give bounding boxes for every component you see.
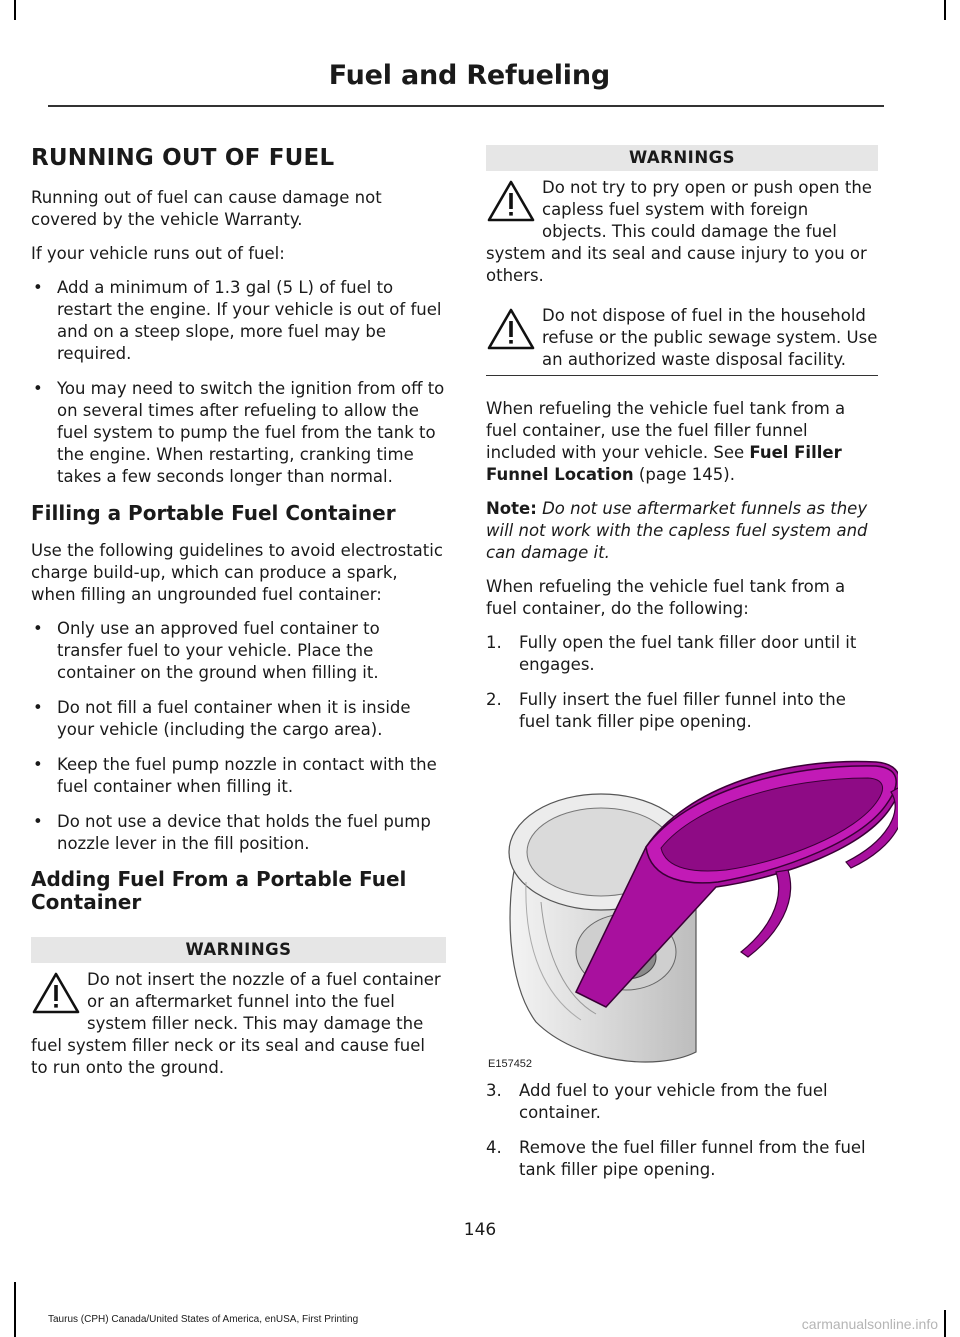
warnings-header: WARNINGS xyxy=(486,145,878,171)
step-text: Fully insert the fuel filler funnel into the fuel tank filler pipe opening. xyxy=(519,690,846,731)
procedure-intro: When refueling the vehicle fuel tank from a fuel container, do the following: xyxy=(486,577,846,618)
list-item: • Add a minimum of 1.3 gal (5 L) of fuel to restart the engine. If your vehicle is out of fuel and on a steep slope, more fuel may be required. xyxy=(31,277,446,365)
step-number: 4. xyxy=(486,1138,502,1157)
warning-triangle-icon xyxy=(31,971,81,1015)
watermark: carmanualsonline.info xyxy=(801,1316,938,1332)
step-number: 1. xyxy=(486,633,502,652)
crop-mark-top-right xyxy=(944,0,946,20)
subheading-portable-container: Filling a Portable Fuel Container xyxy=(31,501,396,525)
note-paragraph xyxy=(486,498,878,564)
funnel-in-filler-pipe-image xyxy=(486,752,910,1070)
list-item: • You may need to switch the ignition from off to on several times after refueling to allow the fuel system to pump the fuel from the tank to the engine. When restarting, cranking time takes a few seconds longer than normal. xyxy=(31,378,446,488)
warning-triangle-icon xyxy=(486,307,536,351)
page-reference: (page 145). xyxy=(633,465,735,484)
list-item xyxy=(486,689,878,733)
cross-reference-link[interactable]: Fuel Filler Funnel Location xyxy=(486,443,842,484)
funnel-text: When refueling the vehicle fuel tank from a fuel container, use the fuel filler funnel included with your vehicle. See xyxy=(486,399,846,462)
run-out-list xyxy=(31,277,446,488)
heading-running-out: RUNNING OUT OF FUEL xyxy=(31,145,335,171)
crop-mark-bottom-right xyxy=(944,1310,946,1337)
note-label: Note: xyxy=(486,499,537,518)
warning-text: Do not try to pry open or push open the capless fuel system with foreign objects. This could damage the fuel system and its seal and cause injury to you or others. xyxy=(486,178,872,285)
intro-paragraph: Running out of fuel can cause damage not covered by the vehicle Warranty. xyxy=(31,188,382,229)
step-text: Fully open the fuel tank filler door until it engages. xyxy=(519,633,857,674)
warning-item xyxy=(31,969,446,1079)
step-text: Add fuel to your vehicle from the fuel container. xyxy=(519,1081,828,1122)
figure-code: E157452 xyxy=(488,1058,533,1070)
list-item: • Do not fill a fuel container when it is inside your vehicle (including the cargo area). xyxy=(31,697,446,741)
left-column xyxy=(31,145,446,1093)
footer-text: Taurus (CPH) Canada/United States of America, enUSA, First Printing xyxy=(48,1314,359,1325)
section-title: Fuel and Refueling xyxy=(328,60,610,91)
warning-triangle-icon xyxy=(486,179,536,223)
header-rule xyxy=(48,105,884,107)
warning-item xyxy=(486,177,878,287)
list-item: • Keep the fuel pump nozzle in contact with the fuel container when filling it. xyxy=(31,754,446,798)
list-item: • Only use an approved fuel container to transfer fuel to your vehicle. Place the container on the ground when filling it. xyxy=(31,618,446,684)
steps-list-b xyxy=(486,1080,878,1194)
step-text: Remove the fuel filler funnel from the fuel tank filler pipe opening. xyxy=(519,1138,866,1179)
guidelines-paragraph: Use the following guidelines to avoid electrostatic charge build-up, which can produce a spark, when filling an ungrounded fuel container: xyxy=(31,540,443,604)
list-item xyxy=(486,1080,878,1124)
crop-mark-bottom-left xyxy=(14,1282,16,1337)
page-number: 146 xyxy=(463,1220,497,1240)
subheading-adding-fuel: Adding Fuel From a Portable Fuel Container xyxy=(31,866,407,915)
list-item: • Do not use a device that holds the fuel pump nozzle lever in the fill position. xyxy=(31,811,446,855)
funnel-illustration xyxy=(486,752,910,1070)
warnings-header: WARNINGS xyxy=(31,937,446,963)
step-number: 2. xyxy=(486,690,502,709)
list-item xyxy=(486,1137,878,1181)
note-text: Do not use aftermarket funnels as they will not work with the capless fuel system and can damage it. xyxy=(486,499,868,562)
funnel-paragraph xyxy=(486,398,878,486)
lead-paragraph: If your vehicle runs out of fuel: xyxy=(31,244,285,263)
list-item xyxy=(486,632,878,676)
guidelines-list xyxy=(31,618,446,855)
steps-list-a xyxy=(486,632,878,733)
step-number: 3. xyxy=(486,1081,502,1100)
warning-text: Do not dispose of fuel in the household refuse or the public sewage system. Use an authorized waste disposal facility. xyxy=(542,306,878,369)
crop-mark-top-left xyxy=(14,0,16,20)
warning-text: Do not insert the nozzle of a fuel container or an aftermarket funnel into the fuel system filler neck. This may damage the fuel system filler neck or its seal and cause fuel to run onto the ground. xyxy=(31,969,441,1077)
warning-item xyxy=(486,305,878,376)
